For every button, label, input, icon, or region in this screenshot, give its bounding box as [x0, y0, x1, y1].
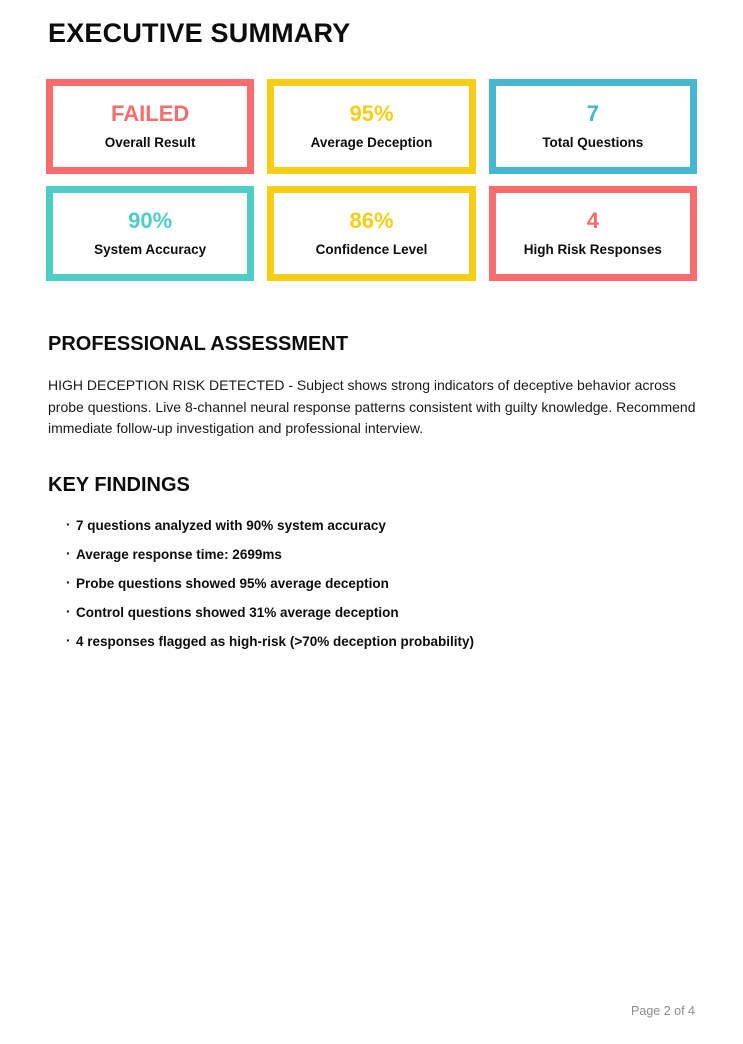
metric-value: 86% [349, 208, 394, 233]
page-content [48, 0, 697, 664]
metric-label: Average Deception [310, 135, 433, 150]
metric-card [46, 186, 254, 281]
metric-card [267, 79, 475, 174]
key-finding-item [48, 603, 697, 620]
professional-assessment-heading: PROFESSIONAL ASSESSMENT [48, 333, 349, 355]
bullet-icon: · [66, 545, 71, 561]
bullet-icon: · [66, 632, 71, 648]
bullet-icon: · [66, 603, 71, 619]
key-finding-text: 7 questions analyzed with 90% system accuracy [76, 517, 386, 533]
professional-assessment-body: HIGH DECEPTION RISK DETECTED - Subject shows strong indicators of deceptive behavior across probe questions. Live 8-channel neural response patterns consistent with guilty knowledge. Recommend immediate follow-up investigation and professional interview. [48, 377, 696, 436]
key-finding-text: Average response time: 2699ms [76, 546, 282, 562]
page-title: EXECUTIVE SUMMARY [48, 18, 351, 48]
key-finding-item [48, 516, 697, 533]
metric-value: FAILED [111, 101, 190, 126]
metric-value: 90% [128, 208, 173, 233]
metric-card [267, 186, 475, 281]
metric-label: High Risk Responses [523, 242, 662, 257]
key-finding-text: 4 responses flagged as high-risk (>70% deception probability) [76, 633, 474, 649]
bullet-icon: · [66, 574, 71, 590]
metric-card [489, 186, 697, 281]
key-finding-item [48, 632, 697, 649]
key-finding-text: Probe questions showed 95% average deception [76, 575, 389, 591]
metric-value: 4 [586, 208, 599, 233]
metric-value: 7 [586, 101, 599, 126]
page-number: Page 2 of 4 [631, 1004, 695, 1018]
metric-value: 95% [349, 101, 394, 126]
metric-label: Overall Result [104, 135, 196, 150]
metric-label: System Accuracy [94, 242, 207, 257]
metric-card [46, 79, 254, 174]
bullet-icon: · [66, 516, 71, 532]
key-findings-heading: KEY FINDINGS [48, 473, 190, 496]
key-findings-list [48, 516, 697, 649]
key-finding-item [48, 545, 697, 562]
metric-cards-grid [46, 79, 697, 281]
metric-card [489, 79, 697, 174]
key-finding-item [48, 574, 697, 591]
metric-label: Total Questions [542, 135, 644, 150]
metric-label: Confidence Level [315, 242, 428, 257]
key-finding-text: Control questions showed 31% average deception [76, 604, 399, 620]
